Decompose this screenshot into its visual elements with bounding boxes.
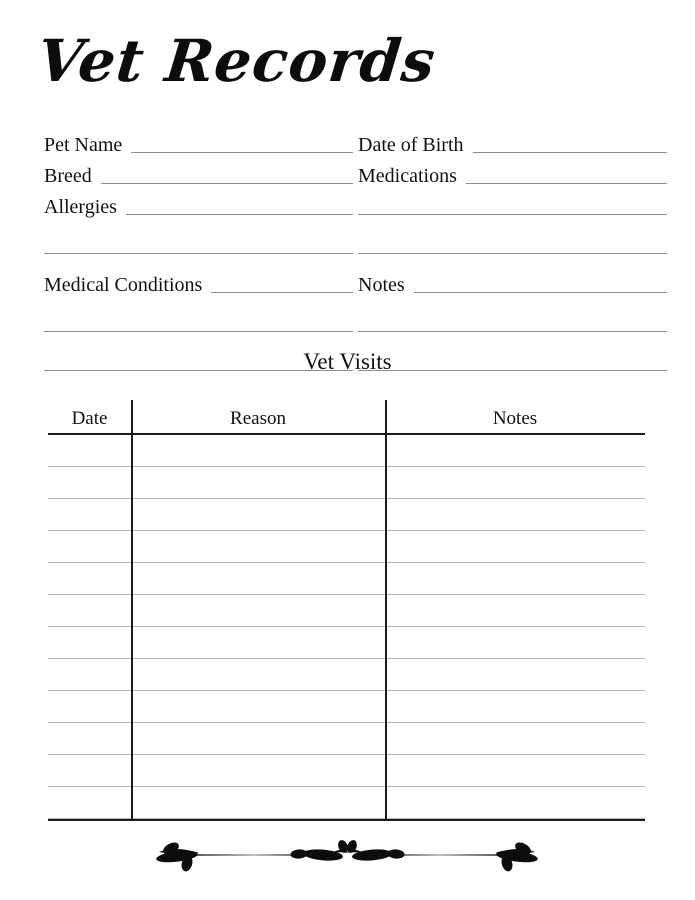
form-right-column <box>358 126 667 375</box>
table-row[interactable] <box>48 723 645 755</box>
floral-divider-ornament <box>147 832 547 878</box>
field-notes[interactable] <box>358 266 667 297</box>
field-label: Pet Name <box>44 134 123 156</box>
page-title: Vet Records <box>34 27 440 95</box>
table-row[interactable] <box>48 467 645 499</box>
column-header-notes: Notes <box>492 408 538 429</box>
write-in-line[interactable] <box>358 331 667 332</box>
spacer <box>358 297 667 305</box>
table-row[interactable] <box>48 691 645 723</box>
table-row[interactable] <box>48 787 645 819</box>
table-row[interactable] <box>48 435 645 467</box>
write-in-line[interactable] <box>358 253 667 254</box>
form-left-column <box>44 126 353 375</box>
write-in-line[interactable] <box>473 152 667 153</box>
table-row[interactable] <box>48 755 645 787</box>
field-label: Medications <box>358 165 457 187</box>
table-row[interactable] <box>48 595 645 627</box>
spacer <box>44 258 353 266</box>
table-row[interactable] <box>48 499 645 531</box>
column-header-date: Date <box>71 408 108 429</box>
table-row[interactable] <box>48 563 645 595</box>
write-in-line[interactable] <box>131 152 353 153</box>
write-in-line[interactable] <box>211 292 353 293</box>
field-medical-conditions-continuation-1[interactable] <box>44 305 353 336</box>
field-label: Medical Conditions <box>44 274 203 296</box>
column-divider-2 <box>385 400 387 819</box>
write-in-line[interactable] <box>101 183 353 184</box>
field-medications-continuation-1[interactable] <box>358 188 667 219</box>
field-notes-continuation-1[interactable] <box>358 305 667 336</box>
column-header-reason: Reason <box>230 408 286 429</box>
field-allergies-continuation[interactable] <box>44 227 353 258</box>
vet-visits-table <box>48 400 645 433</box>
table-row[interactable] <box>48 531 645 563</box>
spacer <box>358 219 667 227</box>
field-medications[interactable] <box>358 157 667 188</box>
spacer <box>358 258 667 266</box>
section-heading-vet-visits: Vet Visits <box>303 349 392 374</box>
spacer <box>44 297 353 305</box>
field-label: Date of Birth <box>358 134 464 156</box>
spacer <box>44 336 353 344</box>
spacer <box>358 336 667 344</box>
write-in-line[interactable] <box>44 253 353 254</box>
field-label: Allergies <box>44 196 117 218</box>
write-in-line[interactable] <box>466 183 667 184</box>
table-row[interactable] <box>48 659 645 691</box>
table-row[interactable] <box>48 627 645 659</box>
write-in-line[interactable] <box>414 292 667 293</box>
field-medications-continuation-2[interactable] <box>358 227 667 258</box>
write-in-line[interactable] <box>44 331 353 332</box>
pet-info-form <box>0 126 695 341</box>
field-label: Notes <box>358 274 405 296</box>
write-in-line[interactable] <box>358 214 667 215</box>
field-pet-name[interactable] <box>44 126 353 157</box>
write-in-line[interactable] <box>126 214 353 215</box>
field-breed[interactable] <box>44 157 353 188</box>
field-allergies[interactable] <box>44 188 353 219</box>
field-medical-conditions[interactable] <box>44 266 353 297</box>
table-footer-rule <box>48 819 645 821</box>
field-label: Breed <box>44 165 92 187</box>
column-divider-1 <box>131 400 133 819</box>
field-date-of-birth[interactable] <box>358 126 667 157</box>
spacer <box>44 219 353 227</box>
table-header-row <box>48 400 645 433</box>
table-body <box>48 435 645 821</box>
